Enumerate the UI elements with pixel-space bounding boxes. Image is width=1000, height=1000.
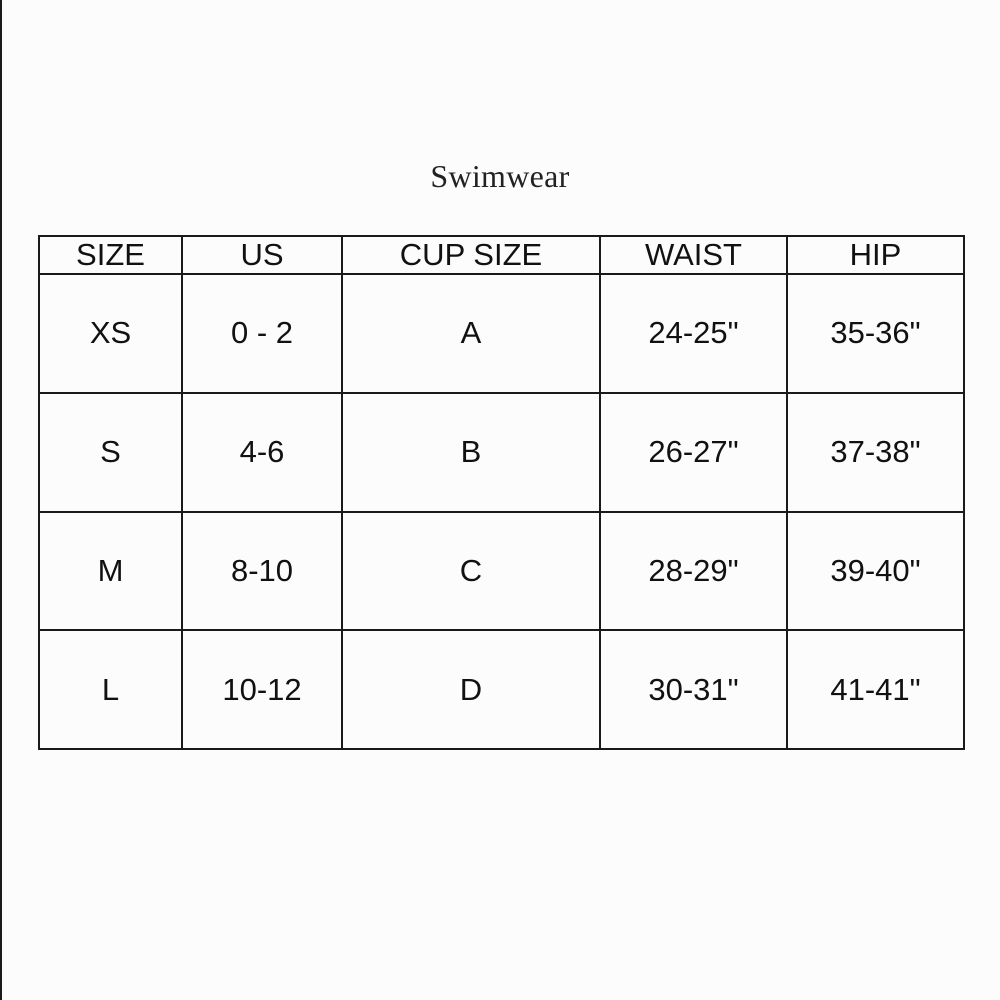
header-cup-size: CUP SIZE (342, 236, 600, 274)
cell-hip: 35-36" (787, 274, 964, 393)
cell-hip: 37-38" (787, 393, 964, 512)
cell-size: S (39, 393, 182, 512)
table-row (39, 393, 964, 512)
header-hip: HIP (787, 236, 964, 274)
cell-us: 0 - 2 (182, 274, 342, 393)
cell-waist: 28-29" (600, 512, 787, 631)
cell-cup-size: B (342, 393, 600, 512)
cell-hip: 39-40" (787, 512, 964, 631)
header-size: SIZE (39, 236, 182, 274)
table-row (39, 274, 964, 393)
cell-us: 4-6 (182, 393, 342, 512)
left-edge-line (0, 0, 2, 1000)
cell-waist: 24-25" (600, 274, 787, 393)
page-title: Swimwear (430, 158, 570, 194)
cell-waist: 30-31" (600, 630, 787, 749)
cell-cup-size: A (342, 274, 600, 393)
cell-us: 10-12 (182, 630, 342, 749)
table-row (39, 512, 964, 631)
header-us: US (182, 236, 342, 274)
cell-size: M (39, 512, 182, 631)
header-row (39, 236, 964, 274)
table-row (39, 630, 964, 749)
size-chart-table (38, 235, 965, 750)
header-waist: WAIST (600, 236, 787, 274)
cell-cup-size: C (342, 512, 600, 631)
cell-size: L (39, 630, 182, 749)
cell-us: 8-10 (182, 512, 342, 631)
cell-size: XS (39, 274, 182, 393)
cell-cup-size: D (342, 630, 600, 749)
cell-waist: 26-27" (600, 393, 787, 512)
cell-hip: 41-41" (787, 630, 964, 749)
